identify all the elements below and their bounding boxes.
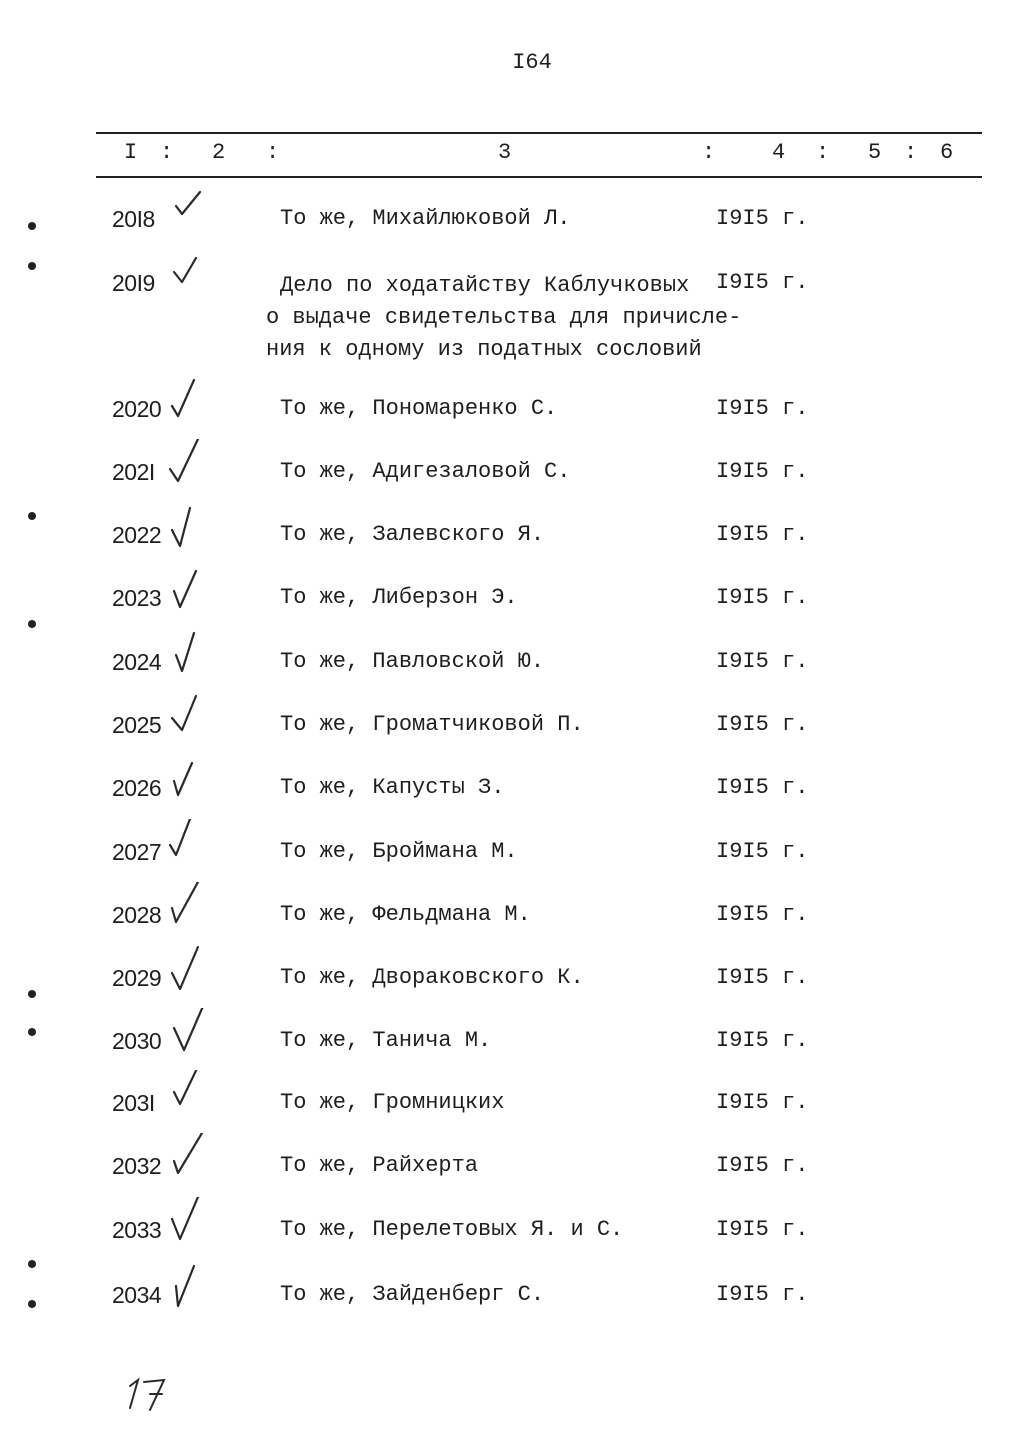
record-title-line: ния к одному из податных сословий bbox=[266, 337, 702, 362]
record-title: То же, Перелетовых Я. и С. bbox=[280, 1217, 624, 1242]
checkmark-icon bbox=[168, 1262, 208, 1308]
checkmark-icon bbox=[168, 376, 208, 422]
record-title: То же, Двораковского К. bbox=[280, 965, 584, 990]
record-year: I9I5 г. bbox=[716, 1217, 809, 1242]
record-title: То же, Райхерта bbox=[280, 1153, 479, 1178]
checkmark-icon bbox=[168, 819, 208, 865]
record-number: 20I9 bbox=[112, 270, 155, 296]
table-row bbox=[0, 643, 1024, 703]
table-row bbox=[0, 833, 1024, 893]
binder-hole-icon bbox=[28, 262, 36, 270]
record-year: I9I5 г. bbox=[716, 649, 809, 674]
record-number: 2020 bbox=[112, 396, 162, 422]
record-year: I9I5 г. bbox=[716, 459, 809, 484]
record-year: I9I5 г. bbox=[716, 585, 809, 610]
record-year: I9I5 г. bbox=[716, 1090, 809, 1115]
header-col-1: I bbox=[124, 140, 138, 165]
checkmark-icon bbox=[168, 250, 208, 296]
record-title: То же, Капусты З. bbox=[280, 775, 505, 800]
checkmark-icon bbox=[168, 1133, 208, 1179]
record-number: 2034 bbox=[112, 1282, 162, 1308]
record-title: То же, Залевского Я. bbox=[280, 522, 545, 547]
record-title: То же, Броймана М. bbox=[280, 839, 518, 864]
record-number: 2028 bbox=[112, 902, 162, 928]
record-number: 2029 bbox=[112, 965, 162, 991]
table-row bbox=[0, 390, 1024, 450]
record-title: То же, Михайлюковой Л. bbox=[280, 206, 571, 231]
record-number: 2026 bbox=[112, 775, 162, 801]
record-year: I9I5 г. bbox=[716, 396, 809, 421]
record-year: I9I5 г. bbox=[716, 522, 809, 547]
record-number: 2023 bbox=[112, 585, 162, 611]
handwritten-folio-number bbox=[126, 1372, 170, 1412]
table-row bbox=[0, 453, 1024, 513]
record-title: То же, Адигезаловой С. bbox=[280, 459, 571, 484]
checkmark-icon bbox=[168, 186, 208, 232]
record-year: I9I5 г. bbox=[716, 1028, 809, 1053]
checkmark-icon bbox=[168, 692, 208, 738]
table-row bbox=[0, 1147, 1024, 1207]
record-number: 2025 bbox=[112, 712, 162, 738]
header-separator: : bbox=[702, 140, 716, 165]
record-title: То же, Фельдмана М. bbox=[280, 902, 531, 927]
table-row bbox=[0, 1211, 1024, 1271]
table-row bbox=[0, 706, 1024, 766]
header-rule-bottom bbox=[96, 176, 982, 178]
record-title-line: о выдаче свидетельства для причисле- bbox=[266, 305, 742, 330]
table-row bbox=[0, 264, 1024, 364]
checkmark-icon bbox=[168, 1070, 208, 1116]
header-col-3: 3 bbox=[498, 140, 512, 165]
record-year: I9I5 г. bbox=[716, 206, 809, 231]
binder-hole-icon bbox=[28, 222, 36, 230]
checkmark-icon bbox=[168, 629, 208, 675]
binder-hole-icon bbox=[28, 620, 36, 628]
record-number: 2032 bbox=[112, 1153, 162, 1179]
record-year: I9I5 г. bbox=[716, 965, 809, 990]
record-year: I9I5 г. bbox=[716, 270, 809, 295]
record-year: I9I5 г. bbox=[716, 1282, 809, 1307]
record-title bbox=[266, 270, 741, 366]
record-year: I9I5 г. bbox=[716, 1153, 809, 1178]
table-row bbox=[0, 769, 1024, 829]
record-title: То же, Пономаренко С. bbox=[280, 396, 558, 421]
record-number: 2030 bbox=[112, 1028, 162, 1054]
record-number: 202I bbox=[112, 459, 155, 485]
binder-hole-icon bbox=[28, 1300, 36, 1308]
header-separator: : bbox=[160, 140, 174, 165]
record-number: 2022 bbox=[112, 522, 162, 548]
record-title: То же, Танича М. bbox=[280, 1028, 492, 1053]
checkmark-icon bbox=[168, 882, 208, 928]
checkmark-icon bbox=[168, 439, 208, 485]
record-number: 2027 bbox=[112, 839, 162, 865]
header-separator: : bbox=[904, 140, 918, 165]
table-row bbox=[0, 1022, 1024, 1082]
record-year: I9I5 г. bbox=[716, 902, 809, 927]
header-col-6: 6 bbox=[940, 140, 954, 165]
checkmark-icon bbox=[168, 755, 208, 801]
table-row bbox=[0, 579, 1024, 639]
table-row bbox=[0, 200, 1024, 260]
record-title: То же, Либерзон Э. bbox=[280, 585, 518, 610]
checkmark-icon bbox=[168, 945, 208, 991]
header-col-4: 4 bbox=[772, 140, 786, 165]
header-rule-top bbox=[96, 132, 982, 134]
record-number: 20I8 bbox=[112, 206, 155, 232]
table-row bbox=[0, 959, 1024, 1019]
table-row bbox=[0, 516, 1024, 576]
record-year: I9I5 г. bbox=[716, 839, 809, 864]
record-number: 2024 bbox=[112, 649, 162, 675]
record-year: I9I5 г. bbox=[716, 775, 809, 800]
binder-hole-icon bbox=[28, 1028, 36, 1036]
binder-hole-icon bbox=[28, 1260, 36, 1268]
table-row bbox=[0, 896, 1024, 956]
binder-hole-icon bbox=[28, 512, 36, 520]
checkmark-icon bbox=[168, 1197, 208, 1243]
header-col-2: 2 bbox=[212, 140, 226, 165]
record-title: То же, Громатчиковой П. bbox=[280, 712, 584, 737]
checkmark-icon bbox=[168, 565, 208, 611]
header-separator: : bbox=[816, 140, 830, 165]
record-number: 203I bbox=[112, 1090, 155, 1116]
checkmark-icon bbox=[168, 1008, 208, 1054]
table-row bbox=[0, 1276, 1024, 1336]
table-row bbox=[0, 1084, 1024, 1144]
checkmark-icon bbox=[168, 502, 208, 548]
header-separator: : bbox=[266, 140, 280, 165]
record-title: То же, Громницких bbox=[280, 1090, 505, 1115]
record-title: То же, Зайденберг С. bbox=[280, 1282, 545, 1307]
record-title-line: Дело по ходатайству Каблучковых bbox=[280, 273, 690, 298]
page-number: I64 bbox=[512, 50, 552, 75]
record-title: То же, Павловской Ю. bbox=[280, 649, 545, 674]
header-col-5: 5 bbox=[868, 140, 882, 165]
binder-hole-icon bbox=[28, 990, 36, 998]
record-year: I9I5 г. bbox=[716, 712, 809, 737]
record-number: 2033 bbox=[112, 1217, 162, 1243]
